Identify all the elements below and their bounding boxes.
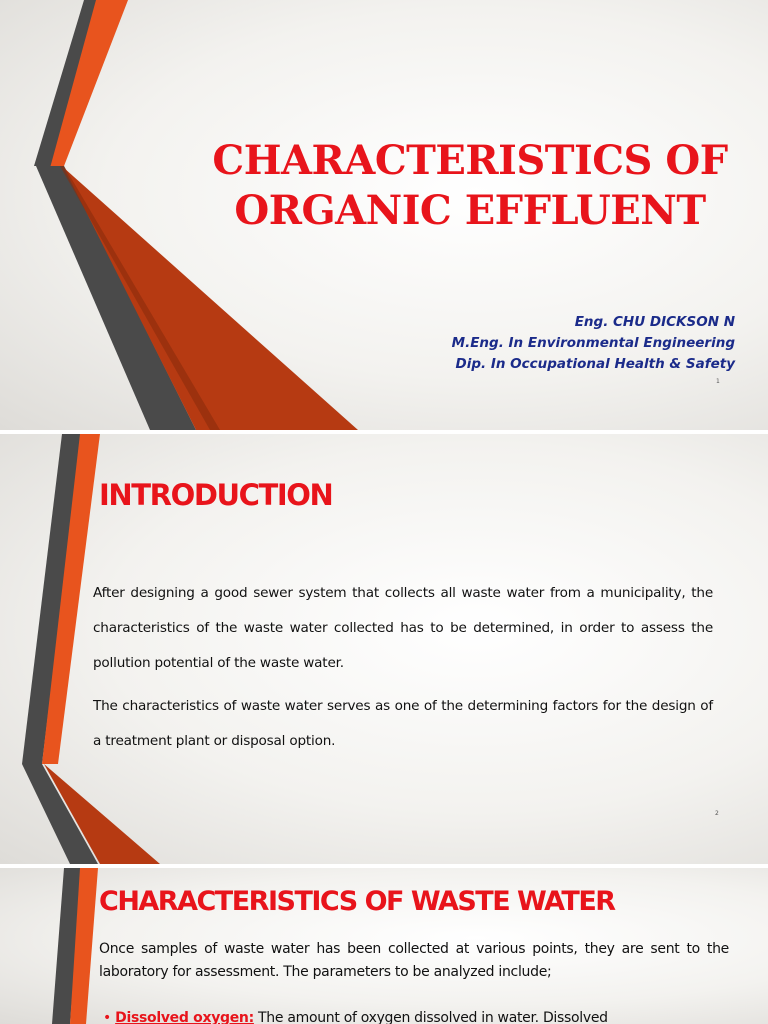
waste-water-paragraph: Once samples of waste water has been collected at various points, they are sent to the laboratory for assessment. The parameters to be analyzed include; [99, 941, 729, 980]
bullet-text: The amount of oxygen dissolved in water. Dissolved [253, 1010, 608, 1024]
intro-paragraph-1: After designing a good sewer system that collects all waste water from a municipality, the characteristics of the waste water collected has to be determined, in order to assess the pollution potential of the waste water. [93, 585, 713, 671]
section-heading: CHARACTERISTICS OF WASTE WATER [99, 886, 615, 917]
slide-introduction [0, 434, 768, 864]
title-line-2: ORGANIC EFFLUENT [234, 187, 706, 234]
author-block [452, 312, 735, 375]
page-number: 1 [716, 378, 720, 385]
author-degree: M.Eng. In Environmental Engineering [451, 335, 735, 351]
author-diploma: Dip. In Occupational Health & Safety [455, 356, 735, 372]
bullet-term: Dissolved oxygen: [115, 1010, 254, 1024]
presentation-title [185, 136, 755, 236]
intro-paragraph-2: The characteristics of waste water serves as one of the determining factors for the design of a treatment plant or disposal option. [93, 698, 713, 749]
slide-title [0, 0, 768, 430]
page-number: 2 [715, 810, 719, 817]
section-heading: INTRODUCTION [99, 478, 333, 512]
bullet-marker: • [103, 1010, 111, 1024]
title-line-1: CHARACTERISTICS OF [212, 137, 728, 184]
author-name: Eng. CHU DICKSON N [574, 314, 735, 330]
slide-waste-water [0, 868, 768, 1024]
bullet-item [103, 1010, 743, 1024]
